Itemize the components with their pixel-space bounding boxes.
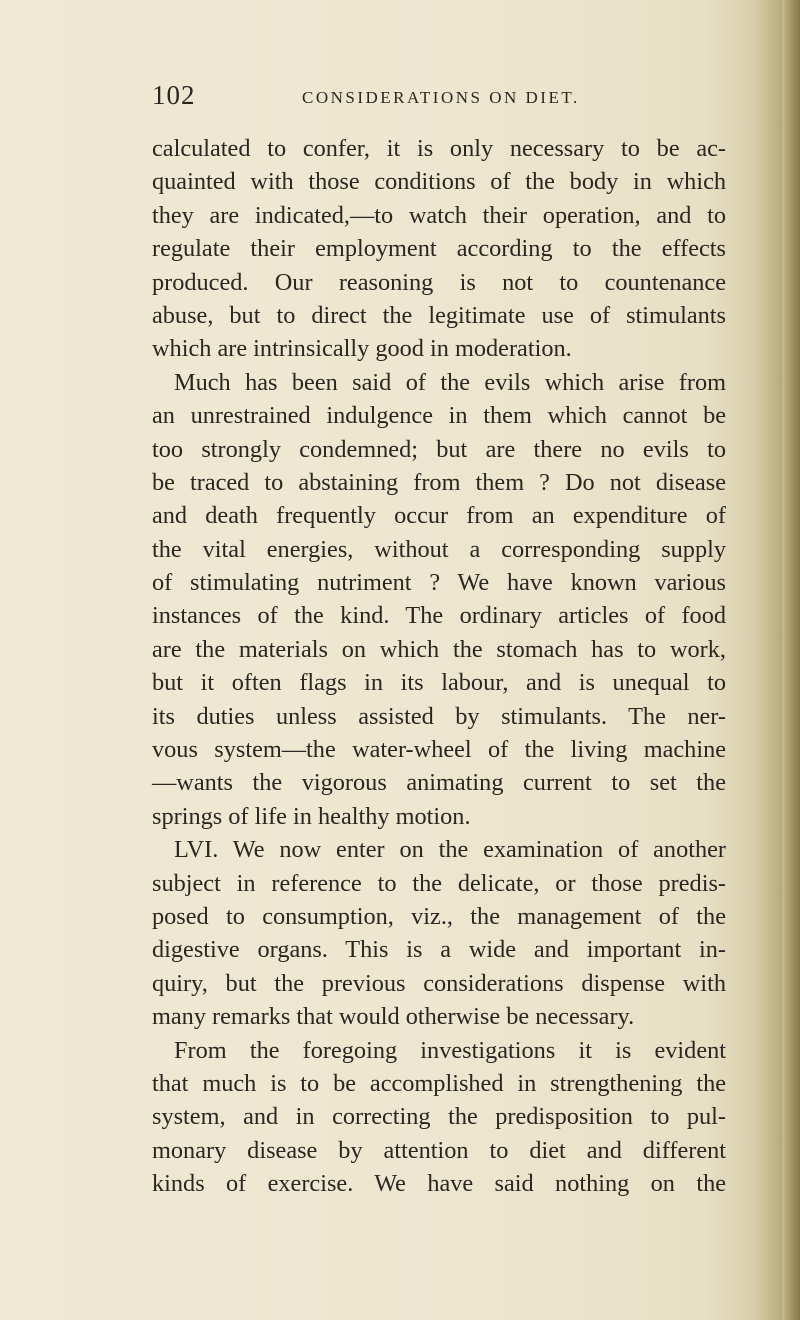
text-line: quainted with those conditions of the body in which (152, 168, 726, 196)
text-line: From the foregoing investigations it is evident (174, 1036, 726, 1064)
text-line: be traced to abstaining from them ? Do not disease (152, 468, 726, 496)
text-line: LVI. We now enter on the examination of another (174, 836, 726, 864)
text-line: abuse, but to direct the legitimate use of stimulants (152, 301, 726, 329)
text-line: are the materials on which the stomach has to work, (152, 635, 726, 663)
text-line: of stimulating nutriment ? We have known various (152, 569, 726, 597)
text-line: the vital energies, without a corresponding supply (152, 535, 726, 563)
text-line: and death frequently occur from an expenditure of (152, 502, 726, 530)
text-line: calculated to confer, it is only necessary to be ac- (152, 135, 726, 162)
body-text (152, 132, 726, 1201)
text-line: monary disease by attention to diet and different (152, 1136, 726, 1164)
text-line: instances of the kind. The ordinary articles of food (152, 602, 726, 630)
page-number: 102 (152, 80, 196, 110)
text-line: digestive organs. This is a wide and important in- (152, 936, 726, 964)
text-line: regulate their employment according to the effects (152, 235, 726, 263)
text-line: its duties unless assisted by stimulants. The ner- (152, 702, 726, 730)
text-line: which are intrinsically good in moderation. (152, 335, 572, 363)
text-line: quiry, but the previous considerations dispense with (152, 969, 726, 997)
text-line: an unrestrained indulgence in them which cannot be (152, 402, 726, 430)
text-line: but it often flags in its labour, and is unequal to (152, 669, 726, 697)
text-line: many remarks that would otherwise be necessary. (152, 1003, 635, 1031)
text-line: produced. Our reasoning is not to countenance (152, 268, 726, 296)
text-line: springs of life in healthy motion. (152, 802, 471, 830)
page-header (152, 80, 732, 128)
text-line: posed to consumption, viz., the management of the (152, 902, 726, 930)
text-line: subject in reference to the delicate, or those predis- (152, 869, 726, 897)
page-edge (782, 0, 800, 1320)
text-line: vous system—the water-wheel of the living machine (152, 736, 726, 764)
text-line: system, and in correcting the predisposition to pul- (152, 1103, 726, 1131)
text-line: too strongly condemned; but are there no evils to (152, 435, 726, 463)
text-line: —wants the vigorous animating current to set the (152, 769, 726, 797)
text-line: Much has been said of the evils which arise from (174, 368, 726, 396)
text-line: kinds of exercise. We have said nothing on the (152, 1170, 726, 1198)
text-line: they are indicated,—to watch their operation, and to (152, 201, 726, 229)
running-head: CONSIDERATIONS ON DIET. (302, 88, 580, 107)
text-line: that much is to be accomplished in strengthening the (152, 1069, 726, 1097)
